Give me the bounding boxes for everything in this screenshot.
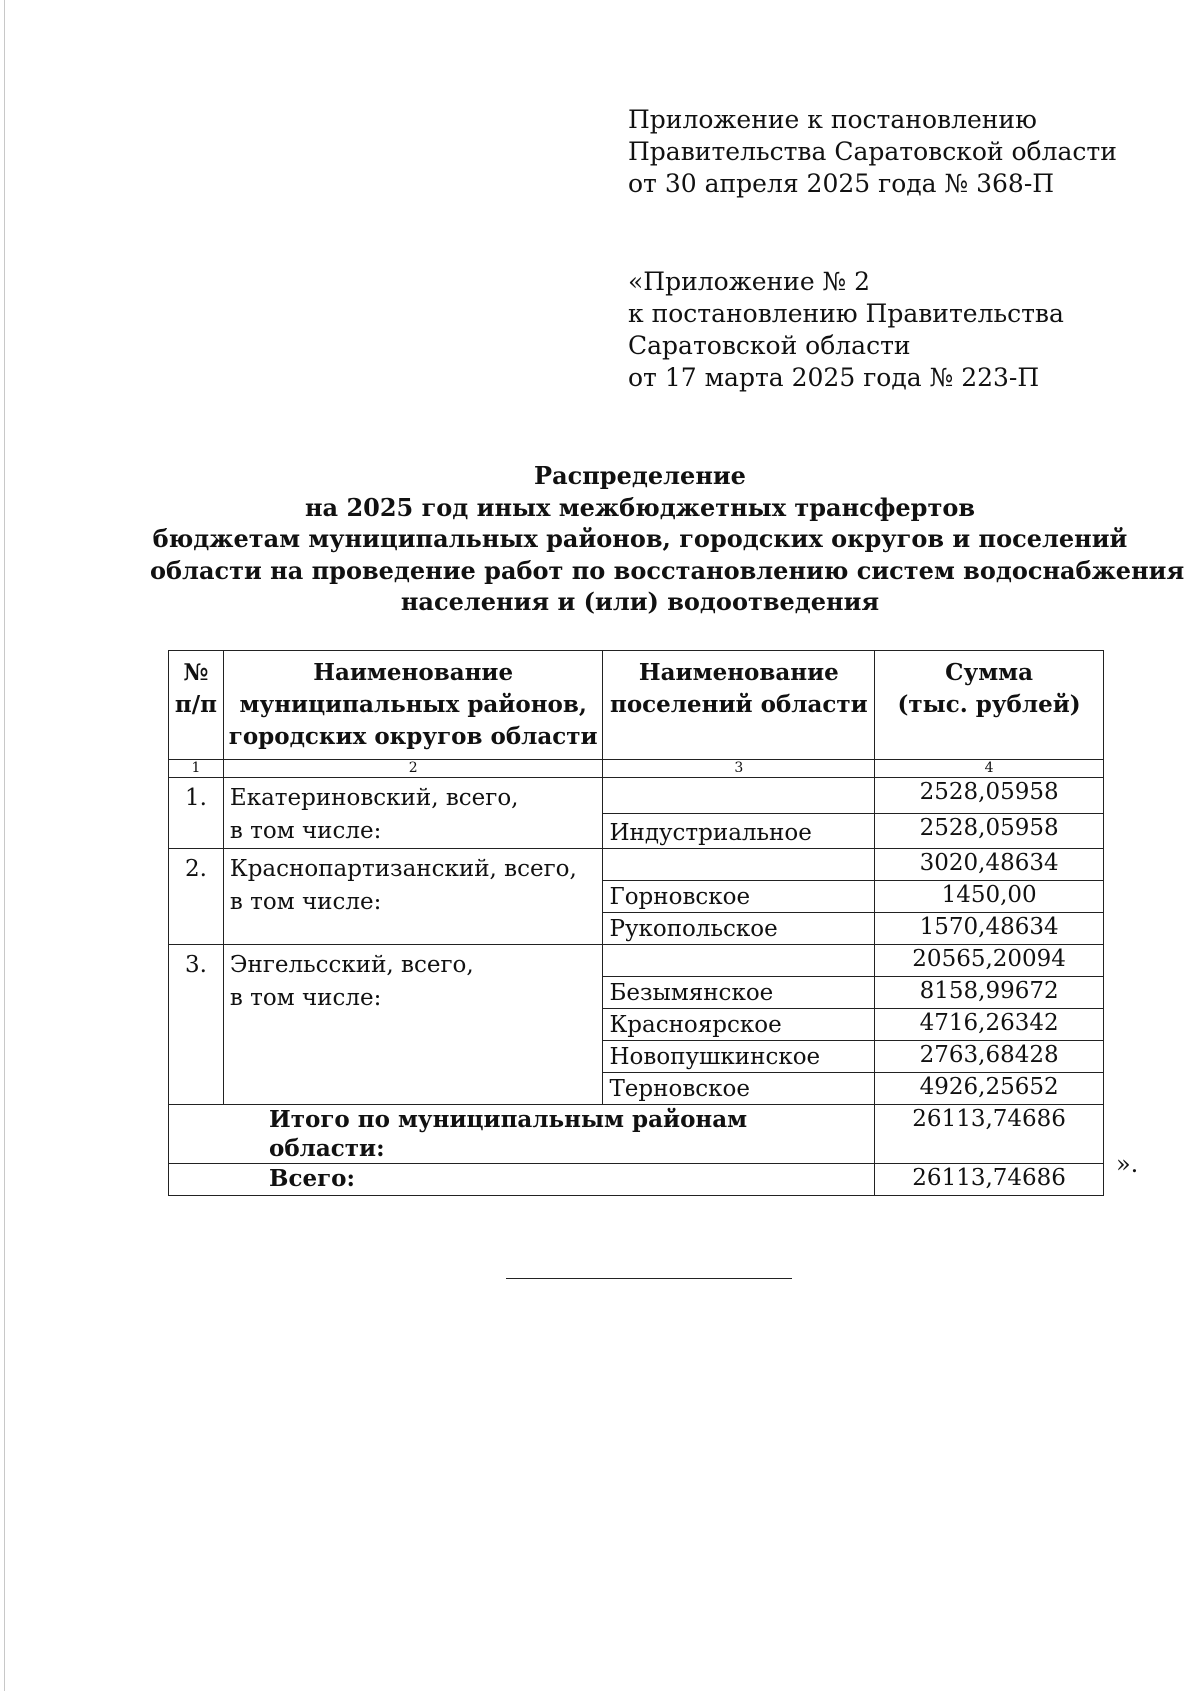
scan-edge-line <box>4 0 5 1691</box>
district-name: Краснопартизанский, всего, в том числе: <box>223 849 603 945</box>
settlement-name: Безымянское <box>603 977 875 1009</box>
settlement-name: Индустриальное <box>603 813 875 849</box>
appendix-line: Правительства Саратовской области <box>628 137 1117 166</box>
column-number: 1 <box>169 760 224 778</box>
settlement-name: Новопушкинское <box>603 1041 875 1073</box>
appendix-line: «Приложение № 2 <box>628 267 871 296</box>
settlement-amount: 1570,48634 <box>875 913 1104 945</box>
total-label: Итого по муниципальным районам области: <box>169 1105 875 1164</box>
settlement-amount: 4716,26342 <box>875 1009 1104 1041</box>
column-number: 2 <box>223 760 603 778</box>
settlement-name: Рукопольское <box>603 913 875 945</box>
grand-total-row <box>169 1164 1104 1196</box>
appendix-line: к постановлению Правительства <box>628 299 1064 328</box>
distribution-table <box>168 650 1104 1196</box>
total-amount: 26113,74686 <box>875 1105 1104 1164</box>
grand-total-label: Всего: <box>169 1164 875 1196</box>
document-title <box>150 460 1185 618</box>
district-total: 3020,48634 <box>875 849 1104 881</box>
appendix-line: Саратовской области <box>628 331 911 360</box>
settlement-empty-cell <box>603 778 875 814</box>
appendix-header-current <box>628 104 1148 200</box>
settlement-empty-cell <box>603 849 875 881</box>
title-line: бюджетам муниципальных районов, городских округов и поселений <box>152 524 1128 553</box>
closing-quote: ». <box>1116 1150 1139 1178</box>
header-settlement: Наименование поселений области <box>603 651 875 760</box>
district-name: Екатериновский, всего, в том числе: <box>223 778 603 849</box>
district-total: 2528,05958 <box>875 778 1104 814</box>
district-row <box>169 849 1104 881</box>
appendix-line: от 17 марта 2025 года № 223-П <box>628 363 1040 392</box>
district-number: 1. <box>169 778 224 849</box>
title-line: Распределение <box>534 461 746 490</box>
settlement-amount: 2763,68428 <box>875 1041 1104 1073</box>
title-line: населения и (или) водоотведения <box>400 587 880 616</box>
district-number: 3. <box>169 945 224 1105</box>
column-number: 3 <box>603 760 875 778</box>
appendix-header-original <box>628 266 1148 394</box>
grand-total-amount: 26113,74686 <box>875 1164 1104 1196</box>
header-number: № п/п <box>169 651 224 760</box>
table-body <box>169 778 1104 1105</box>
settlement-empty-cell <box>603 945 875 977</box>
district-number: 2. <box>169 849 224 945</box>
appendix-line: Приложение к постановлению <box>628 105 1037 134</box>
separator-line <box>506 1278 792 1279</box>
settlement-amount: 8158,99672 <box>875 977 1104 1009</box>
settlement-amount: 1450,00 <box>875 881 1104 913</box>
title-line: области на проведение работ по восстановлению систем водоснабжения <box>150 555 1185 585</box>
settlement-amount: 2528,05958 <box>875 813 1104 849</box>
total-row <box>169 1105 1104 1164</box>
column-number-row <box>169 760 1104 778</box>
settlement-name: Красноярское <box>603 1009 875 1041</box>
title-line: на 2025 год иных межбюджетных трансфертов <box>304 492 976 522</box>
header-amount: Сумма (тыс. рублей) <box>875 651 1104 760</box>
district-row <box>169 945 1104 977</box>
table-header-row <box>169 651 1104 760</box>
settlement-name: Горновское <box>603 881 875 913</box>
settlement-name: Терновское <box>603 1073 875 1105</box>
column-number: 4 <box>875 760 1104 778</box>
settlement-amount: 4926,25652 <box>875 1073 1104 1105</box>
appendix-line: от 30 апреля 2025 года № 368-П <box>628 169 1055 198</box>
header-district: Наименование муниципальных районов, городских округов области <box>223 651 603 760</box>
district-total: 20565,20094 <box>875 945 1104 977</box>
district-row <box>169 778 1104 814</box>
district-name: Энгельсский, всего, в том числе: <box>223 945 603 1105</box>
